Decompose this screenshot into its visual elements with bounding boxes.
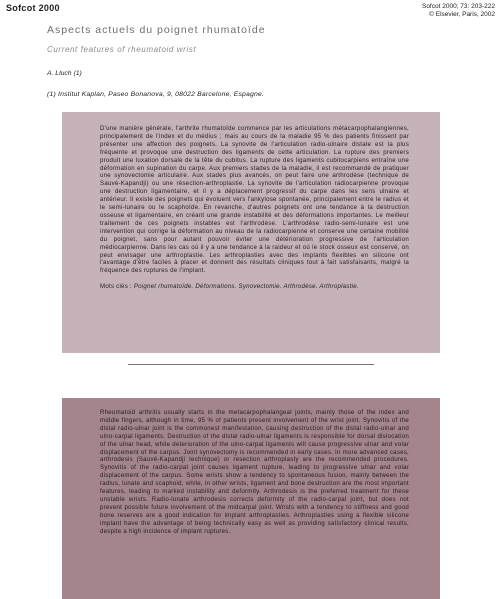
keywords-values: Poignet rhumatoïde. Déformations. Synovectomie. Arthrodèse. Arthroplastie. (133, 283, 359, 291)
keywords (100, 283, 409, 291)
affiliation: (1) Institut Kaplan, Paseo Bonanova, 9, 08022 Barcelone, Espagne. (47, 91, 265, 98)
journal-name: Sofcot 2000 (6, 3, 60, 13)
copyright-line: © Elsevier, Paris, 2002 (429, 11, 495, 18)
article-title-french: Aspects actuels du poignet rhumatoïde (47, 24, 266, 36)
citation (422, 3, 495, 19)
citation-line: Sofcot 2000; 73: 203-222 (421, 3, 495, 10)
english-abstract-text: Rheumatoid arthritis usually starts in the metacarpophalangeal joints, mainly those of the index and middle fingers, although in time, 95 % of patients present involvement of the wrist joint. Synovitis of the distal radio-ulnar joint is the commonest manifestation, causing destruction of the distal radio-ulnar and ulno-carpal ligaments. Destruction of the distal radio-ulnar ligaments is responsible for dorsal dislocation of the ulnar head, while deterioration of the ulno-carpal ligaments will cause progressive ulnar and volar displacement of the carpus. Joint synovectomy is recommended in early cases. In more advanced cases, arthrodesis (Sauvé-Kapandji technique) or resection arthroplasty are the recommended procedures. Synovitis of the radio-carpal joint causes ligament rupture, leading to progressive ulnar and volar displacement of the carpus. Some wrists show a tendency to spontaneous fusion, mainly between the radius, lunate and scaphoid, while, in other wrists, ligament and bone destruction are the most important features, leading to marked instability and deformity. Arthrodesis is the preferred treatment for these unstable wrists. Radio-lunate arthrodesis corrects deformity of the radio-carpal joint, but does not prevent possible future involvement of the midcarpal joint. Wrists with a tendency to stiffness and good bone reserves are a good indication for implant arthroplasties. Arthroplasties using a flexible silicone implant have the advantage of being technically easy as well as providing satisfactory clinical results, despite a high incidence of implant ruptures. (100, 409, 409, 535)
keywords-label: Mots clés : (100, 283, 132, 291)
french-abstract-box (62, 112, 440, 353)
author: A. Lluch (1) (47, 70, 82, 77)
english-abstract-box (62, 398, 440, 599)
article-title-english: Current features of rheumatoid wrist (47, 45, 197, 54)
french-abstract-text: D'une manière générale, l'arthrite rhumatoïde commence par les articulations métacarpophalangiennes, principalement de l'index et du médius ; mais au cours de la maladie 95 % des patients finissent par présenter une affection des poignets. La synovite de l'articulation radio-ulnaire distale est la plus fréquente et provoque une destruction des ligaments de cette articulation. La rupture des premiers produit une luxation dorsale de la tête du cubitus. La rupture des ligaments cubitocarpiens entraîne une déformation en supination du carpe. Aux premiers stades de la maladie, il est recommandé de pratiquer une synovectomie articulaire. Aux stades plus avancés, on peut faire une arthrodèse (technique de Sauvé-Kapandji) ou une résection-arthroplastie. La synovite de l'articulation radiocarpienne provoque une destruction ligamentaire, et il y a déplacement progressif du carpe dans les sens ulnaire et antérieur. Il existe des poignets qui évoluent vers l'ankylose spontanée, principalement entre le radius et le semi-lunaire ou le scaphoïde. En revanche, d'autres poignets ont une tendance à la destruction osseuse et ligamentaire, en créant une grande instabilité et des déformations importantes. Le meilleur traitement de ces poignets instables est l'arthrodèse. L'arthrodèse radio-semi-lunaire est une intervention qui corrige la déformation au niveau de la radiocarpienne et conserve une certaine mobilité du poignet, sans pour autant pouvoir éviter une détérioration progressive de l'articulation médiocarpienne. Dans les cas où il y a une tendance à la raideur et où le stock osseux est conservé, on peut envisager une arthroplastie. Les arthroplasties avec des implants flexibles en silicone ont l'avantage d'être faciles à placer et donnent des résultats cliniques tout à fait satisfaisants, malgré la fréquence des ruptures de l'implant. (100, 125, 409, 275)
section-divider (128, 364, 374, 365)
